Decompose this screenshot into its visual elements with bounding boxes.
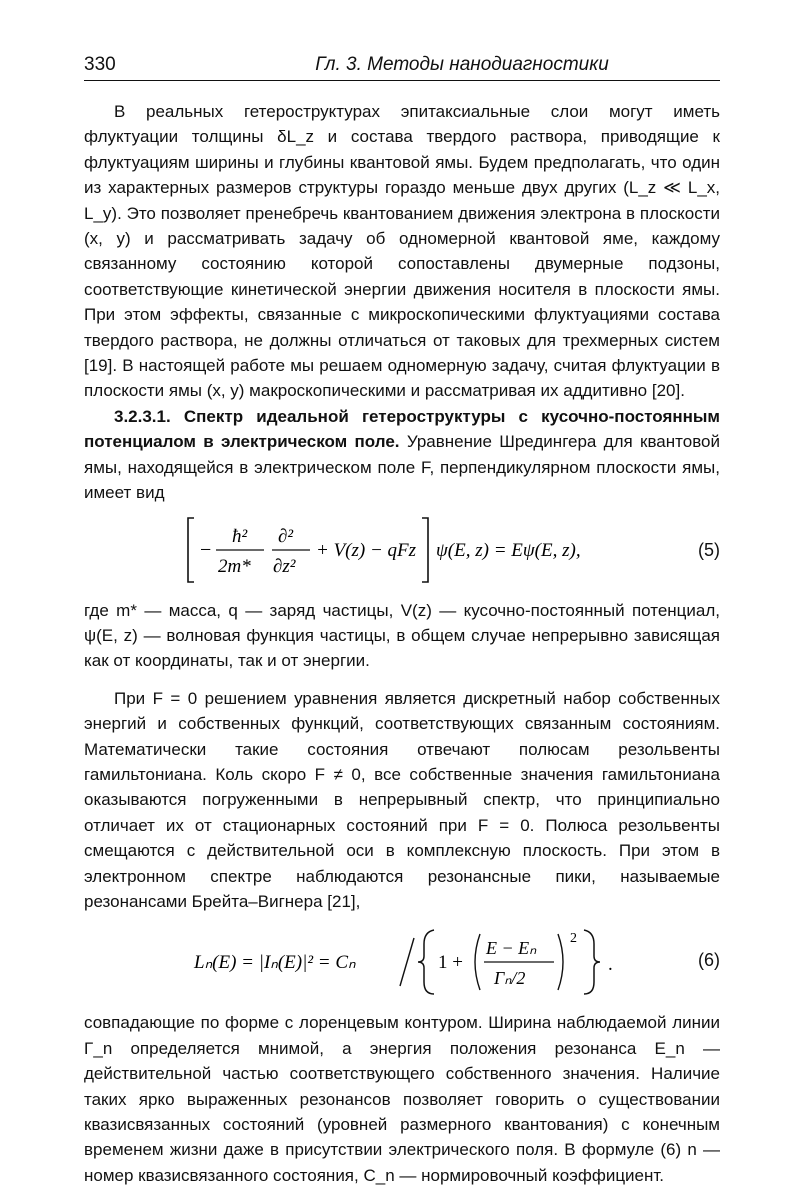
fraction-denominator: Γₙ/2 — [494, 968, 526, 989]
left-paren — [475, 934, 480, 990]
equation-6-period: . — [608, 954, 613, 976]
division-slash — [400, 938, 414, 986]
section-paragraph — [84, 404, 720, 506]
running-title: Гл. 3. Методы нанодиагностики — [315, 54, 609, 75]
page-number: 330 — [84, 54, 116, 75]
hbar-squared: ħ² — [232, 525, 248, 547]
right-paren — [558, 934, 563, 990]
left-brace — [418, 930, 434, 994]
equation-6-lhs: Lₙ(E) = |Iₙ(E)|² = Cₙ — [194, 952, 356, 974]
equation-6 — [84, 924, 720, 1000]
section-text: Уравнение Шредингера для квантовой ямы, находящейся в электрическом поле F, перпендикулярном плоскости ямы, имеет вид — [84, 432, 720, 503]
paragraph-definitions: где m* — масса, q — заряд частицы, V(z) — кусочно-постоянный потенциал, ψ(E, z) — волновая функция частицы, в общем случае непрерывно зависящая как от координаты, так и от энергии. — [84, 600, 720, 671]
potential-terms: + V(z) − qFz — [316, 539, 417, 561]
equation-number-5: (5) — [698, 539, 720, 560]
exponent-two: 2 — [570, 931, 577, 947]
equation-5-graphic — [84, 512, 644, 588]
two-m-star: 2m* — [218, 555, 251, 577]
paragraph-intro: В реальных гетероструктурах эпитаксиальные слои могут иметь флуктуации толщины δL_z и состава твердого раствора, приводящие к флуктуациям ширины и глубины квантовой ямы. Будем предполагать, что один из характерных размеров структуры гораздо меньше двух других (L_z ≪ L_x, L_y). Это позволяет пренебречь квантованием движения электрона в плоскости (x, y) и рассматривать задачу об одномерной квантовой яме, каждому связанному состоянию которой сопоставлены двумерные подзоны, соответствующие кинетической энергии движения носителя в плоскости ямы. При этом эффекты, связанные с микроскопическими флуктуациями состава твердого раствора, не должны отличаться от таковых для трехмерных систем [19]. В настоящей работе мы решаем одномерную задачу, считая флуктуации в плоскости ямы (x, y) макроскопическими и рассматривая их аддитивно [20]. — [84, 102, 720, 401]
right-bracket — [422, 518, 428, 582]
right-brace — [584, 930, 600, 994]
page-body — [84, 99, 720, 1188]
equation-number-6: (6) — [698, 950, 720, 971]
book-page — [84, 54, 720, 1188]
one-plus: 1 + — [438, 952, 463, 974]
paragraph-resonances: При F = 0 решением уравнения является дискретный набор собственных энергий и собственных функций, соответствующих связанным состояниям. Математически такие состояния отвечают полюсам резольвенты гамильтониана. Коль скоро F ≠ 0, все собственные значения гамильтониана оказываются погруженными в непрерывный спектр, что принципиально отличает их от стационарных состояний при F = 0. Полюса резольвенты смещаются с действительной оси в комплексную плоскость. При этом в электронном спектре наблюдаются резонансные пики, называемые резонансами Брейта–Вигнера [21], — [84, 688, 720, 911]
paragraph-lorentz: совпадающие по форме с лоренцевым контуром. Ширина наблюдаемой линии Γ_n определяется мнимой, а энергия положения резонанса E_n — действительной частью соответствующего собственного значения. Наличие таких ярко выраженных резонансов позволяет говорить о существовании квазисвязанных состояний (уровней размерного квантования) с конечным временем жизни даже в присутствии электрического поля. В формуле (6) n — номер квазисвязанного состояния, C_n — нормировочный коэффициент. — [84, 1013, 720, 1185]
page-header — [84, 54, 720, 81]
partial-z-squared: ∂z² — [273, 555, 296, 577]
equation-5-rhs: ψ(E, z) = Eψ(E, z), — [436, 539, 581, 561]
section-heading: 3.2.3.1. Спектр идеальной гетероструктуры с кусочно-постоянным потенциалом в электрическом поле. — [84, 406, 720, 452]
partial-squared: ∂² — [278, 525, 294, 547]
equation-6-graphic — [84, 924, 644, 1000]
minus-sign: − — [200, 538, 212, 561]
fraction-numerator: E − Eₙ — [486, 938, 537, 959]
left-bracket — [188, 518, 194, 582]
equation-5 — [84, 512, 720, 588]
